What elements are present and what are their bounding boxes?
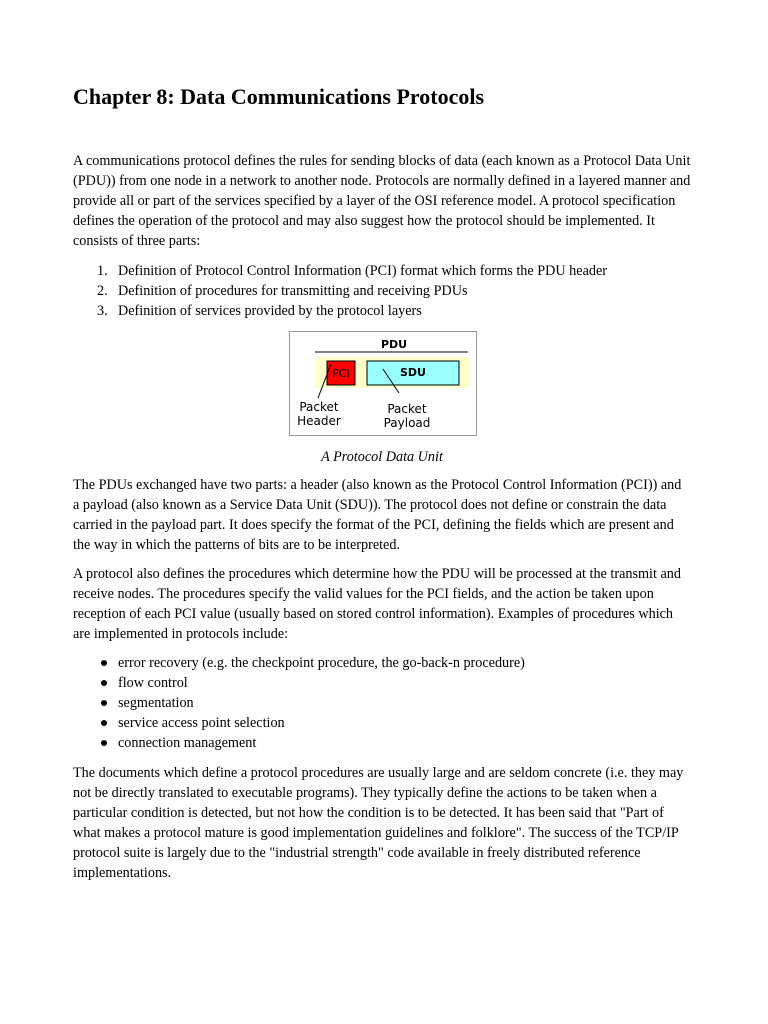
- procedures-paragraph: A protocol also defines the procedures which determine how the PDU will be processed at the transmit and receive nodes. The procedures specify the valid values for the PCI fields, and the action be taken upon reception of each PCI value (usually based on stored control information). Examples of procedures which are implemented in protocols include:: [73, 566, 681, 642]
- list-item-text: flow control: [118, 675, 188, 691]
- intro-paragraph: A communications protocol defines the rules for sending blocks of data (each known as a Protocol Data Unit (PDU)) from one node in a network to another node. Protocols are normally defined in a layered manner and provide all or part of the services specified by a layer of the OSI reference model. A protocol specification defines the operation of the protocol and may also suggest how the protocol should be implemented. It consists of three parts:: [73, 153, 691, 249]
- bullet-icon: [101, 700, 107, 706]
- page-title: Chapter 8: Data Communications Protocols: [73, 84, 485, 109]
- list-item-text: error recovery (e.g. the checkpoint procedure, the go-back-n procedure): [118, 655, 525, 671]
- list-item: [73, 693, 691, 713]
- list-item: [73, 301, 691, 321]
- figure-caption: A Protocol Data Unit: [321, 449, 443, 465]
- pci-label: PCI: [332, 367, 350, 380]
- sdu-label: SDU: [400, 366, 426, 379]
- bullet-icon: [101, 660, 107, 666]
- list-item-text: Definition of Protocol Control Information (PCI) format which forms the PDU header: [118, 263, 607, 279]
- list-item-text: segmentation: [118, 695, 194, 711]
- bullet-icon: [101, 720, 107, 726]
- pdu-label: PDU: [380, 338, 408, 351]
- bullet-icon: [101, 680, 107, 686]
- list-item-text: connection management: [118, 735, 257, 751]
- list-item-text: Definition of procedures for transmitting and receiving PDUs: [118, 283, 468, 299]
- list-item: [73, 261, 691, 281]
- list-item: [73, 713, 691, 733]
- payload-label-line1: Packet: [387, 402, 427, 416]
- bullet-icon: [101, 740, 107, 746]
- list-item: [73, 733, 691, 753]
- pdu-parts-paragraph: The PDUs exchanged have two parts: a header (also known as the Protocol Control Information (PCI)) and a payload (also known as a Service Data Unit (SDU)). The protocol does not define or constrain the data carried in the payload part. It does specify the format of the PCI, defining the fields which are present and the way in which the patterns of bits are to be interpreted.: [73, 477, 682, 553]
- list-item-text: service access point selection: [118, 715, 285, 731]
- protocol-parts-list: [73, 261, 691, 321]
- pdu-diagram: [289, 331, 477, 436]
- list-item: [73, 653, 691, 673]
- list-number: 3.: [97, 303, 108, 319]
- list-item: [73, 673, 691, 693]
- header-label-line1: Packet: [299, 400, 339, 414]
- payload-label-line2: Payload: [383, 416, 431, 430]
- list-item: [73, 281, 691, 301]
- procedures-list: [73, 653, 691, 753]
- header-label-line2: Header: [297, 414, 341, 428]
- list-number: 2.: [97, 283, 108, 299]
- list-number: 1.: [97, 263, 108, 279]
- list-item-text: Definition of services provided by the protocol layers: [118, 303, 422, 319]
- documents-paragraph: The documents which define a protocol procedures are usually large and are seldom concrete (i.e. they may not be directly translated to executable programs). They typically define the actions to be taken when a particular condition is detected, but not how the condition is to be detected. It has been said that "Part of what makes a protocol mature is good implementation guidelines and folklore". The success of the TCP/IP protocol suite is largely due to the "industrial strength" code available in freely distributed reference implementations.: [73, 765, 684, 881]
